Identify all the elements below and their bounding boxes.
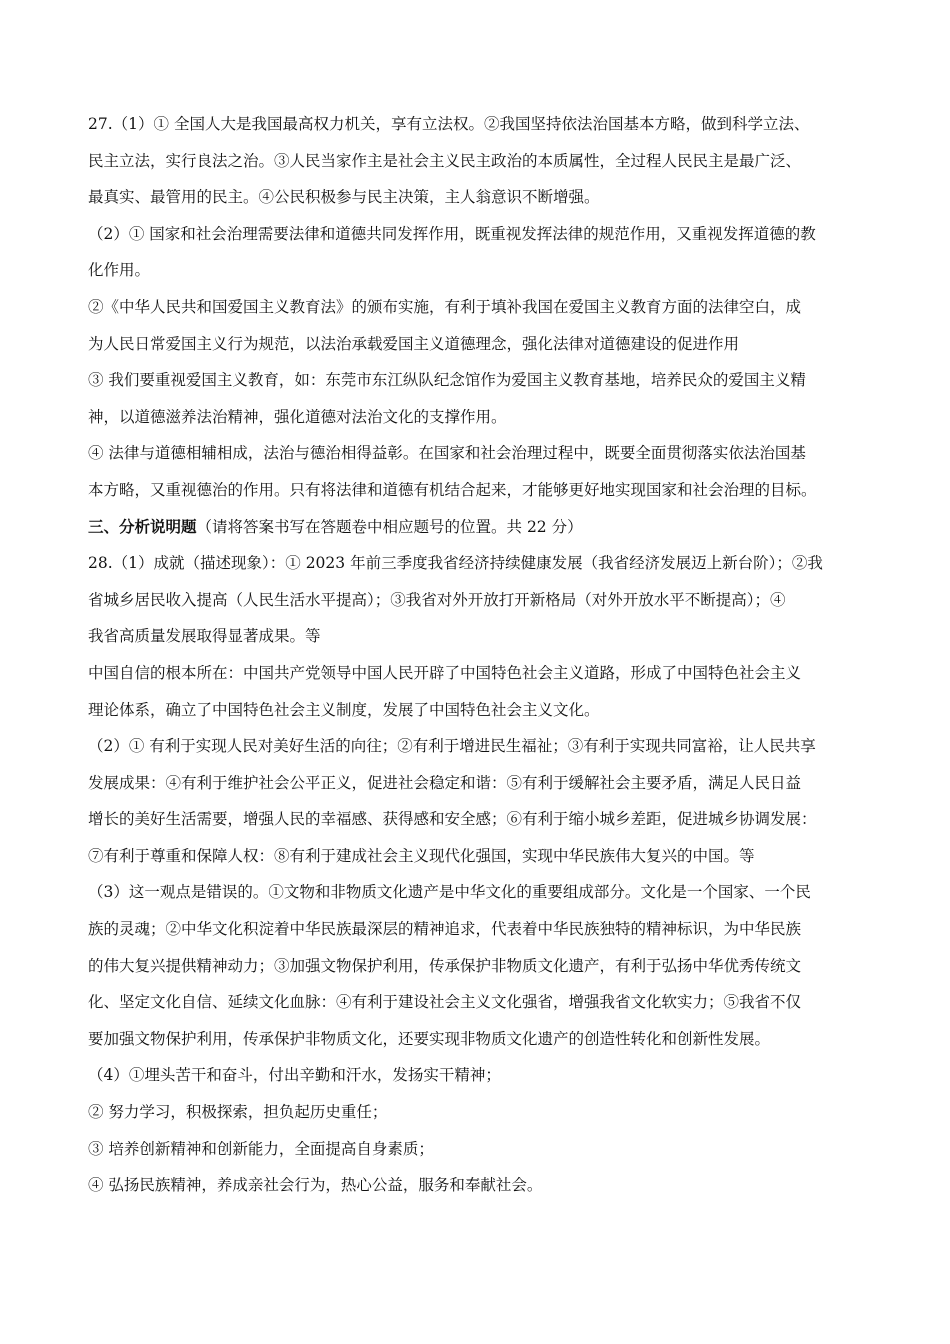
q27-point2 xyxy=(88,289,880,362)
text-line: 神，以道德滋养法治精神，强化道德对法治文化的支撑作用。 xyxy=(88,407,507,426)
text-line: 化作用。 xyxy=(88,261,151,280)
text-line: （3）这一观点是错误的。①文物和非物质文化遗产是中华文化的重要组成部分。文化是一个国家、一个民 xyxy=(88,883,811,902)
text-line: 的伟大复兴提供精神动力；③加强文物保护利用，传承保护非物质文化遗产，有利于弘扬中华优秀传统文 xyxy=(88,956,802,975)
section-heading xyxy=(88,509,880,546)
text-line: （2）① 有利于实现人民对美好生活的向往；②有利于增进民生福祉；③有利于实现共同富裕，让人民共享 xyxy=(88,737,816,756)
section-note: （请将答案书写在答题卷中相应题号的位置。共 22 分） xyxy=(196,517,583,536)
q27-point4 xyxy=(88,435,880,508)
q27-part1 xyxy=(88,106,880,216)
q28-part4 xyxy=(88,1057,880,1203)
text-line: 中国自信的根本所在：中国共产党领导中国人民开辟了中国特色社会主义道路，形成了中国特色社会主义 xyxy=(88,663,802,682)
text-line: 省城乡居民收入提高（人民生活水平提高）；③我省对外开放打开新格局（对外开放水平不断提高）；④ xyxy=(88,590,786,609)
q28-answer xyxy=(88,545,880,1204)
q28-part1-confidence xyxy=(88,655,880,728)
text-line: 族的灵魂；②中华文化积淀着中华民族最深层的精神追求，代表着中华民族独特的精神标识，为中华民族 xyxy=(88,920,802,939)
text-line: 本方略，又重视德治的作用。只有将法律和道德有机结合起来，才能够更好地实现国家和社会治理的目标。 xyxy=(88,480,817,499)
text-line: 增长的美好生活需要，增强人民的幸福感、获得感和安全感；⑥有利于缩小城乡差距，促进城乡协调发展： xyxy=(88,810,817,829)
q28-part1 xyxy=(88,545,880,655)
text-line: ③ 培养创新精神和创新能力，全面提高自身素质； xyxy=(88,1139,434,1158)
text-line: ④ 弘扬民族精神，养成亲社会行为，热心公益，服务和奉献社会。 xyxy=(88,1176,543,1195)
text-line: （2）① 国家和社会治理需要法律和道德共同发挥作用，既重视发挥法律的规范作用，又重视发挥道德的教 xyxy=(88,224,816,243)
text-line: ②《中华人民共和国爱国主义教育法》的颁布实施，有利于填补我国在爱国主义教育方面的法律空白，成 xyxy=(88,297,802,316)
text-line: （4）①埋头苦干和奋斗，付出辛勤和汗水，发扬实干精神； xyxy=(88,1066,501,1085)
text-line: 为人民日常爱国主义行为规范，以法治承载爱国主义道德理念，强化法律对道德建设的促进作用 xyxy=(88,334,740,353)
text-line: 发展成果：④有利于维护社会公平正义，促进社会稳定和谐：⑤有利于缓解社会主要矛盾，满足人民日益 xyxy=(88,773,802,792)
text-line: ② 努力学习，积极探索，担负起历史重任； xyxy=(88,1103,388,1122)
q28-part2 xyxy=(88,728,880,874)
text-line: 民主立法，实行良法之治。③人民当家作主是社会主义民主政治的本质属性，全过程人民民主是最广泛、 xyxy=(88,151,802,170)
text-line: 要加强文物保护利用，传承保护非物质文化，还要实现非物质文化遗产的创造性转化和创新性发展。 xyxy=(88,1029,771,1048)
text-line: 最真实、最管用的民主。④公民积极参与民主决策，主人翁意识不断增强。 xyxy=(88,188,600,207)
q27-answer xyxy=(88,106,880,509)
text-line: 化、坚定文化自信、延续文化血脉：④有利于建设社会主义文化强省，增强我省文化软实力；⑤我省不仅 xyxy=(88,993,802,1012)
q28-part3 xyxy=(88,874,880,1057)
text-line: ④ 法律与道德相辅相成，法治与德治相得益彰。在国家和社会治理过程中，既要全面贯彻落实依法治国基 xyxy=(88,444,806,463)
q27-part2 xyxy=(88,216,880,289)
text-line: 理论体系，确立了中国特色社会主义制度，发展了中国特色社会主义文化。 xyxy=(88,700,600,719)
text-line: ③ 我们要重视爱国主义教育，如：东莞市东江纵队纪念馆作为爱国主义教育基地，培养民众的爱国主义精 xyxy=(88,371,806,390)
text-line: ⑦有利于尊重和保障人权：⑧有利于建成社会主义现代化强国，实现中华民族伟大复兴的中国。等 xyxy=(88,846,755,865)
text-line: 28.（1）成就（描述现象）：① 2023 年前三季度我省经济持续健康发展（我省经济发展迈上新台阶）；②我 xyxy=(88,554,823,573)
text-line: 27.（1）① 全国人大是我国最高权力机关，享有立法权。②我国坚持依法治国基本方略，做到科学立法、 xyxy=(88,115,810,133)
section-title: 三、分析说明题 xyxy=(88,516,197,536)
text-line: 我省高质量发展取得显著成果。等 xyxy=(88,627,321,646)
q27-point3 xyxy=(88,362,880,435)
